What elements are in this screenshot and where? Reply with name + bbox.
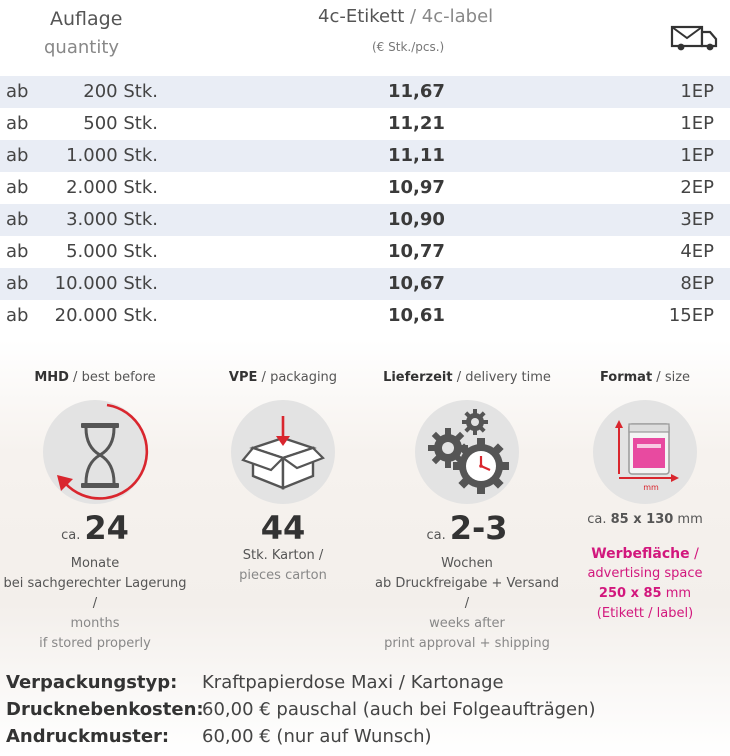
- row-price: 11,67: [388, 81, 445, 102]
- ad-space-title-separator: /: [689, 546, 699, 562]
- delivery-line2: ab Druckfreigabe + Versand /: [375, 576, 559, 611]
- packaging-line2: pieces carton: [239, 568, 327, 583]
- row-price: 11,21: [388, 113, 445, 134]
- row-quantity: 5.000 Stk.: [66, 241, 158, 262]
- truck-mail-icon: [670, 22, 720, 52]
- info-packaging: [188, 370, 378, 586]
- row-shipping: 2EP: [680, 177, 714, 198]
- table-row: [0, 300, 730, 332]
- hourglass-icon: [37, 387, 167, 517]
- ad-space-unit: mm: [661, 586, 692, 601]
- gears-clock-icon: [415, 400, 519, 504]
- row-price: 10,77: [388, 241, 445, 262]
- box-icon: [231, 400, 335, 504]
- label-heading: [318, 6, 493, 27]
- ad-space-title-en: advertising space: [587, 566, 703, 581]
- best-before-title-en: best before: [81, 370, 156, 385]
- tin-can-size-icon: [593, 400, 697, 504]
- row-shipping: 8EP: [680, 273, 714, 294]
- detail-key: Verpackungstyp:: [6, 672, 178, 693]
- info-delivery-time: [372, 370, 562, 654]
- table-header: [0, 0, 730, 76]
- table-row: [0, 76, 730, 108]
- row-quantity: 10.000 Stk.: [54, 273, 158, 294]
- row-prefix: ab: [6, 241, 29, 262]
- delivery-line3: weeks after: [429, 616, 505, 631]
- detail-row: [0, 726, 730, 753]
- row-quantity: 20.000 Stk.: [54, 305, 158, 326]
- row-prefix: ab: [6, 305, 29, 326]
- quantity-heading-en: quantity: [44, 37, 120, 58]
- price-table: [0, 76, 730, 332]
- best-before-line2: bei sachgerechter Lagerung /: [3, 576, 187, 611]
- row-shipping: 3EP: [680, 209, 714, 230]
- ad-space-value: 250 x 85: [598, 586, 662, 601]
- format-title-separator: /: [652, 370, 665, 385]
- table-row: [0, 268, 730, 300]
- delivery-ca: ca.: [426, 528, 446, 543]
- label-heading-en: 4c-label: [421, 6, 494, 27]
- packaging-title-en: packaging: [270, 370, 338, 385]
- best-before-title-separator: /: [68, 370, 82, 385]
- packaging-number: 44: [260, 509, 306, 547]
- format-size-value: 85 x 130: [610, 512, 674, 527]
- best-before-badge: [43, 400, 147, 504]
- price-unit: (€ Stk./pcs.): [372, 40, 445, 54]
- row-prefix: ab: [6, 113, 29, 134]
- product-details: [0, 672, 730, 753]
- ad-space-title-de: Werbefläche: [591, 546, 690, 562]
- row-prefix: ab: [6, 209, 29, 230]
- format-title: [550, 370, 730, 388]
- format-badge: [593, 400, 697, 504]
- delivery-number: 2-3: [449, 509, 508, 547]
- best-before-title-de: MHD: [34, 370, 69, 385]
- detail-value: 60,00 € pauschal (auch bei Folgeaufträgen): [202, 699, 596, 720]
- table-row: [0, 140, 730, 172]
- best-before-line3: months: [70, 616, 120, 631]
- ad-space-note: (Etikett / label): [596, 606, 694, 621]
- detail-row: [0, 699, 730, 726]
- row-shipping: 4EP: [680, 241, 714, 262]
- table-row: [0, 108, 730, 140]
- row-shipping: 1EP: [680, 81, 714, 102]
- format-mm-label: mm: [643, 483, 659, 492]
- row-quantity: 3.000 Stk.: [66, 209, 158, 230]
- delivery-line4: print approval + shipping: [384, 636, 550, 651]
- detail-key: Andruckmuster:: [6, 726, 170, 747]
- detail-value: 60,00 € (nur auf Wunsch): [202, 726, 432, 747]
- packaging-badge: [231, 400, 335, 504]
- row-quantity: 2.000 Stk.: [66, 177, 158, 198]
- quantity-heading-de: Auflage: [50, 8, 123, 30]
- product-info: [0, 370, 730, 651]
- row-prefix: ab: [6, 177, 29, 198]
- table-row: [0, 204, 730, 236]
- row-quantity: 500 Stk.: [83, 113, 158, 134]
- row-price: 10,67: [388, 273, 445, 294]
- packaging-title: [188, 370, 378, 388]
- format-size-ca: ca.: [587, 512, 607, 527]
- packaging-title-de: VPE: [228, 370, 258, 385]
- delivery-value: [372, 510, 562, 554]
- row-shipping: 1EP: [680, 145, 714, 166]
- row-price: 10,97: [388, 177, 445, 198]
- best-before-line4: if stored properly: [39, 636, 151, 651]
- row-price: 10,90: [388, 209, 445, 230]
- best-before-title: [0, 370, 190, 388]
- best-before-line1: Monate: [70, 556, 120, 571]
- detail-key: Drucknebenkosten:: [6, 699, 204, 720]
- detail-value: Kraftpapierdose Maxi / Kartonage: [202, 672, 504, 693]
- info-best-before: [0, 370, 190, 654]
- delivery-line1: Wochen: [441, 556, 493, 571]
- row-prefix: ab: [6, 145, 29, 166]
- packaging-line1: Stk. Karton /: [242, 548, 324, 563]
- row-quantity: 200 Stk.: [83, 81, 158, 102]
- label-heading-de: 4c-Etikett: [318, 6, 405, 27]
- delivery-title-separator: /: [452, 370, 466, 385]
- label-heading-separator: /: [404, 6, 422, 27]
- ad-space-title: [550, 544, 730, 564]
- delivery-badge: [415, 400, 519, 504]
- row-price: 10,61: [388, 305, 445, 326]
- delivery-title: [372, 370, 562, 388]
- best-before-ca: ca.: [61, 528, 81, 543]
- format-size: [550, 510, 730, 530]
- best-before-number: 24: [84, 509, 129, 547]
- format-title-en: size: [664, 370, 691, 385]
- row-prefix: ab: [6, 81, 29, 102]
- row-shipping: 15EP: [668, 305, 714, 326]
- row-price: 11,11: [388, 145, 445, 166]
- ad-space-size: [550, 584, 730, 604]
- delivery-title-de: Lieferzeit: [383, 370, 453, 385]
- delivery-title-en: delivery time: [465, 370, 551, 385]
- row-shipping: 1EP: [680, 113, 714, 134]
- packaging-title-separator: /: [257, 370, 271, 385]
- row-prefix: ab: [6, 273, 29, 294]
- info-format: [550, 370, 730, 624]
- format-size-unit: mm: [673, 512, 703, 527]
- table-row: [0, 172, 730, 204]
- detail-row: [0, 672, 730, 699]
- row-quantity: 1.000 Stk.: [66, 145, 158, 166]
- format-title-de: Format: [599, 370, 653, 385]
- table-row: [0, 236, 730, 268]
